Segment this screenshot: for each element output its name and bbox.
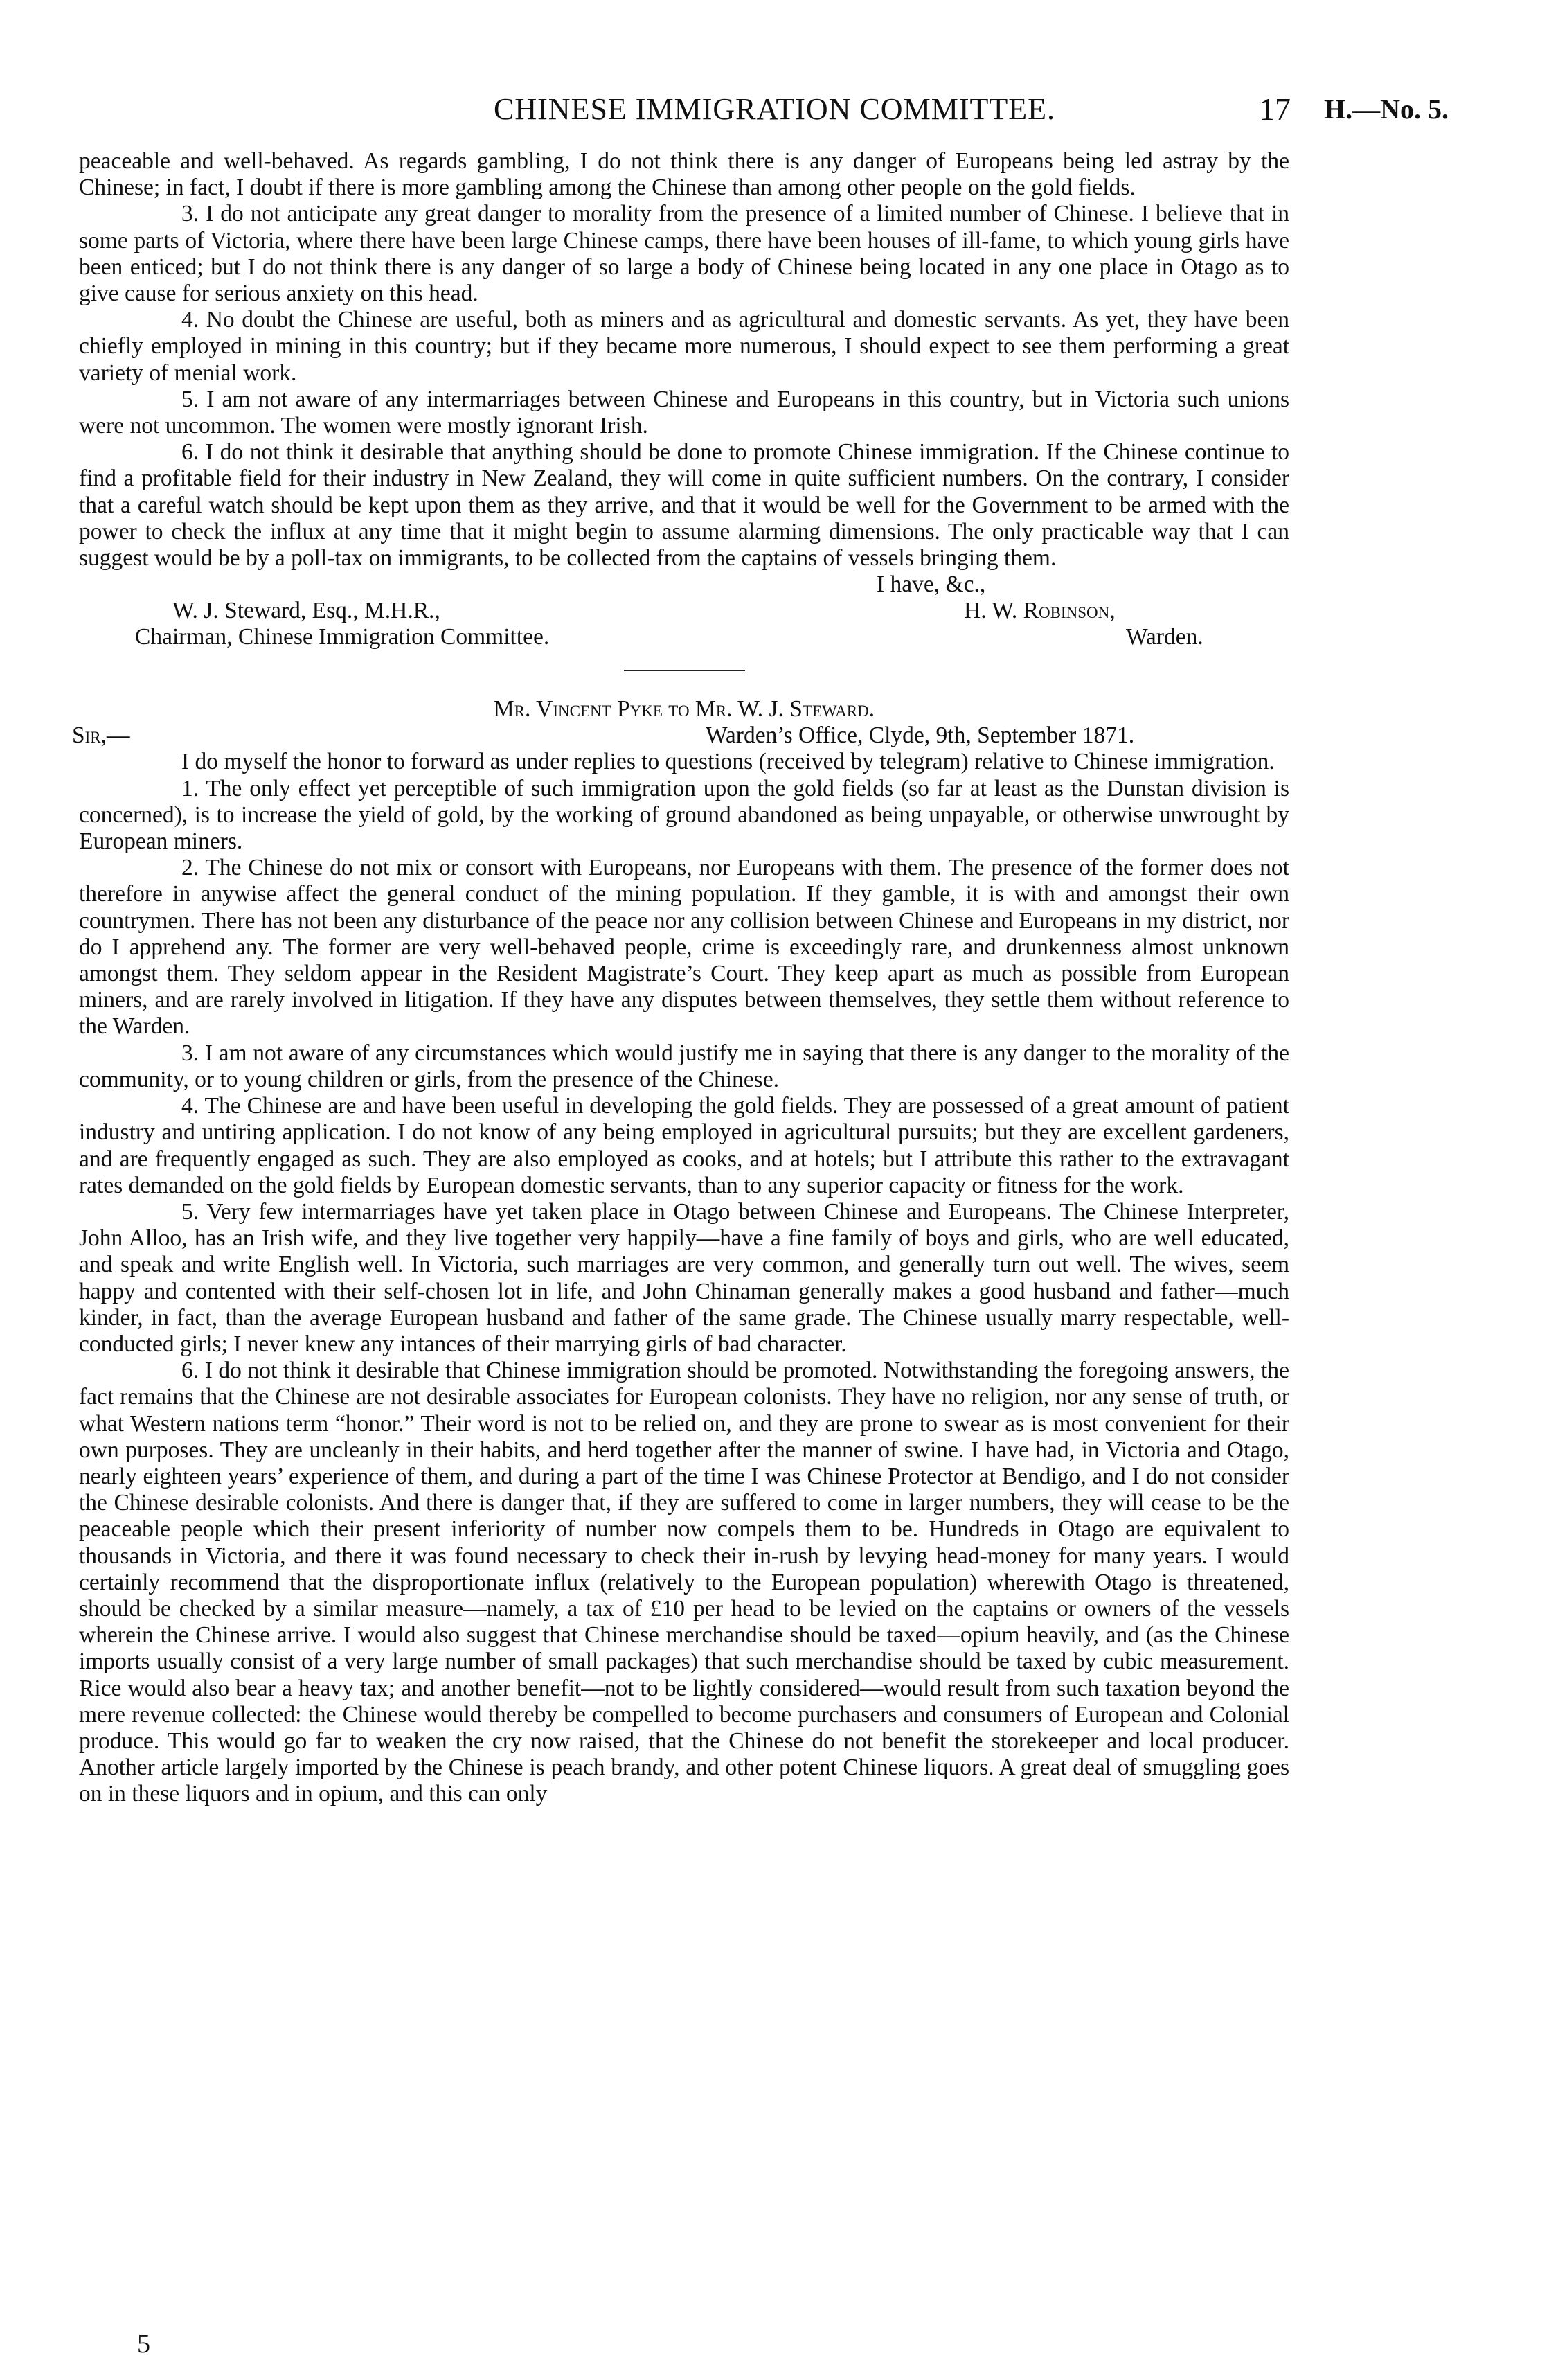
addressee-name: W. J. Steward, Esq., M.H.R.,	[172, 598, 440, 624]
salutation: Sir,—	[72, 722, 130, 749]
signature-mark: 5	[137, 2329, 150, 2359]
section-divider	[624, 670, 745, 671]
paragraph-continued: peaceable and well-behaved. As regards gambling, I do not think there is any danger of Europeans being led astray by the Chinese; in fact, I doubt if there is more gambling among the Chinese than among other people on the gold fields.	[79, 148, 1289, 201]
paragraph-4: 4. No doubt the Chinese are useful, both as miners and as agricultural and domestic servants. As yet, they have been chiefly employed in mining in this country; but if they became more numerous, I should expect to see them performing a great variety of menial work.	[79, 307, 1289, 386]
page-number: 17	[1259, 91, 1291, 127]
signer-title: Warden.	[1126, 624, 1203, 650]
body-text	[72, 148, 1289, 1808]
reply-1: 1. The only effect yet perceptible of such immigration upon the gold fields (so far at least as the Dunstan division is concerned), is to increase the yield of gold, by the working of ground abandoned as being unpayable, or otherwise unwrought by European miners.	[79, 775, 1289, 855]
paragraph-3: 3. I do not anticipate any great danger to morality from the presence of a limited number of Chinese. I believe that in some parts of Victoria, where there have been large Chinese camps, there have been houses of ill-fame, to which young girls have been enticed; but I do not think there is any danger of so large a body of Chinese being located in any one place in Otago as to give cause for serious anxiety on this head.	[79, 201, 1289, 307]
paragraph-intro: I do myself the honor to forward as under replies to questions (received by telegram) relative to Chinese immigration.	[181, 749, 1275, 775]
addressee-title: Chairman, Chinese Immigration Committee.	[135, 624, 550, 650]
letter-heading: Mr. Vincent Pyke to Mr. W. J. Steward.	[493, 696, 875, 722]
reply-4: 4. The Chinese are and have been useful in developing the gold fields. They are possessed of a great amount of patient industry and untiring application. I do not know of any being employed in agricultural pursuits; but they are excellent gardeners, and are frequently engaged as such. They are also employed as cooks, and at hotels; but I attribute this rather to the extravagant rates demanded on the gold fields by European domestic servants, than to any superior capacity or fitness for the work.	[79, 1093, 1289, 1198]
paper-reference: H.—No. 5.	[1324, 94, 1449, 125]
dateline: Warden’s Office, Clyde, 9th, September 1871.	[706, 722, 1135, 749]
paragraph-6: 6. I do not think it desirable that anything should be done to promote Chinese immigration. If the Chinese continue to find a profitable field for their industry in New Zealand, they will come in quite sufficient numbers. On the contrary, I consider that a careful watch should be kept upon them as they arrive, and that it would be well for the Government to be armed with the power to check the influx at any time that it might begin to assume alarming dimensions. The only practicable way that I can suggest would be by a poll-tax on immigrants, to be collected from the captains of vessels bringing them.	[79, 439, 1289, 571]
closing: I have, &c.,	[877, 571, 986, 598]
running-title: CHINESE IMMIGRATION COMMITTEE.	[494, 92, 1055, 126]
signer-name: H. W. Robinson,	[964, 598, 1116, 624]
reply-3: 3. I am not aware of any circumstances which would justify me in saying that there is any danger to the morality of the community, or to young children or girls, from the presence of the Chinese.	[79, 1040, 1289, 1092]
paragraph-5: 5. I am not aware of any intermarriages between Chinese and Europeans in this country, but in Victoria such unions were not uncommon. The women were mostly ignorant Irish.	[79, 386, 1289, 439]
reply-6: 6. I do not think it desirable that Chinese immigration should be promoted. Notwithstanding the foregoing answers, the fact remains that the Chinese are not desirable associates for European colonists. They have no religion, nor any sense of truth, or what Western nations term “honor.” Their word is not to be relied on, and they are prone to swear as is most convenient for their own purposes. They are uncleanly in their habits, and herd together after the manner of swine. I have had, in Victoria and Otago, nearly eighteen years’ experience of them, and during a part of the time I was Chinese Protector at Bendigo, and I do not consider the Chinese desirable colonists. And there is danger that, if they are suffered to come in larger numbers, they will cease to be the peaceable people which their present inferiority of number now compels them to be. Hundreds in Otago are equivalent to thousands in Victoria, and there it was found necessary to check their in-rush by levying head-money for many years. I would certainly recommend that the disproportionate influx (relatively to the European population) wherewith Otago is threatened, should be checked by a similar measure—namely, a tax of £10 per head to be levied on the captains or owners of the vessels wherein the Chinese arrive. I would also suggest that Chinese merchandise should be taxed—opium heavily, and (as the Chinese imports usually consist of a very large number of small packages) that such merchandise should be taxed by cubic measurement. Rice would also bear a heavy tax; and another benefit—not to be lightly considered—would result from such taxation beyond the mere revenue collected: the Chinese would thereby be compelled to become purchasers and consumers of European and Colonial produce. This would go far to weaken the cry now raised, that the Chinese do not benefit the storekeeper and local producer. Another article largely imported by the Chinese is peach brandy, and other potent Chinese liquors. A great deal of smuggling goes on in these liquors and in opium, and this can only	[79, 1358, 1289, 1807]
signature-block	[79, 571, 1289, 650]
reply-2: 2. The Chinese do not mix or consort with Europeans, nor Europeans with them. The presence of the former does not therefore in anywise affect the general conduct of the mining population. If they gamble, it is with and amongst their own countrymen. There has not been any disturbance of the peace nor any collision between Chinese and Europeans in my district, nor do I apprehend any. The former are very well-behaved people, crime is exceedingly rare, and drunkenness almost unknown amongst them. They seldom appear in the Resident Magistrate’s Court. They keep apart as much as possible from European miners, and are rarely involved in litigation. If they have any disputes between themselves, they settle them without reference to the Warden.	[79, 855, 1289, 1040]
reply-5: 5. Very few intermarriages have yet taken place in Otago between Chinese and Europeans. The Chinese Interpreter, John Alloo, has an Irish wife, and they live together very happily—have a fine family of boys and girls, who are well educated, and speak and write English well. In Victoria, such marriages are very common, and generally turn out well. The wives, seem happy and contented with their self-chosen lot in life, and John Chinaman generally makes a good husband and father—much kinder, in fact, than the average European husband and father of the same grade. The Chinese usually marry respectable, well-conducted girls; I never knew any intances of their marrying girls of bad character.	[79, 1198, 1289, 1357]
salutation-line	[72, 722, 1289, 749]
